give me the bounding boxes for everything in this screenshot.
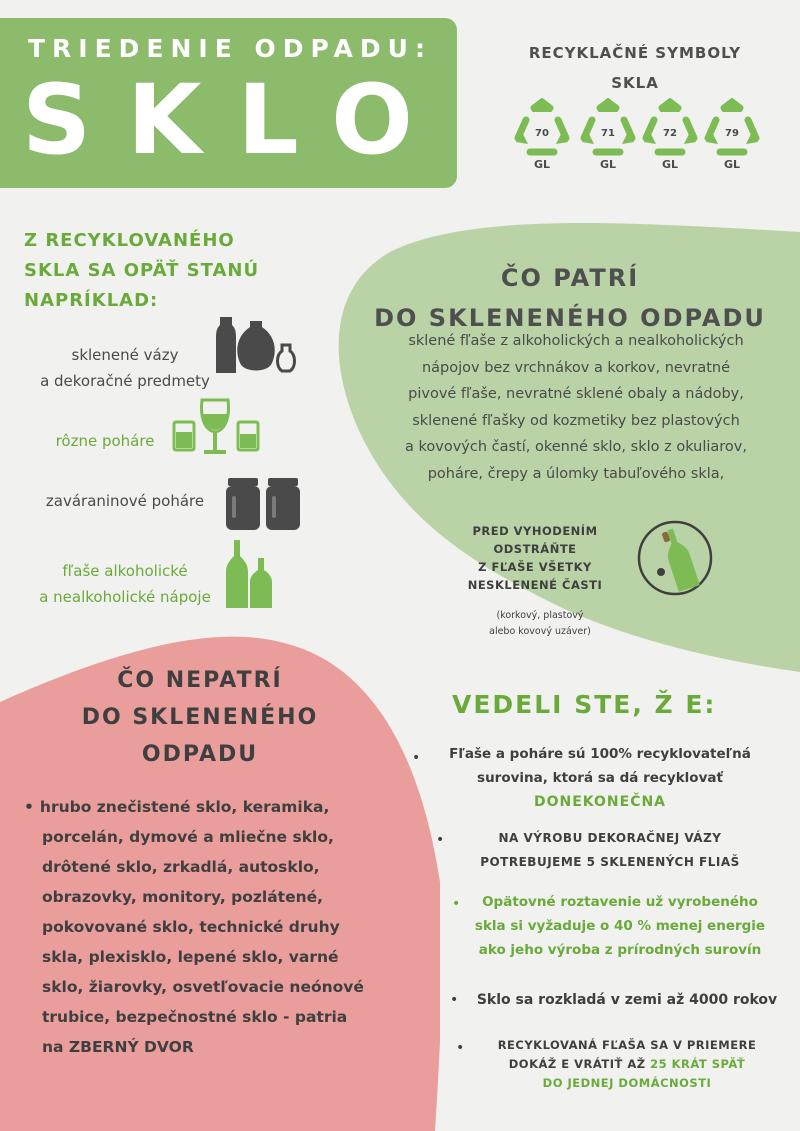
recycling-symbols-title-line1: RECYKLAČNÉ SYMBOLY bbox=[528, 44, 742, 62]
belongs-line: a kovových častí, okenné sklo, sklo z okuliarov, bbox=[405, 439, 747, 455]
belongs-heading-line2: DO SKLENENÉHO ODPADU bbox=[374, 304, 766, 332]
belongs-description bbox=[366, 328, 786, 487]
fact-highlight: DONEKONEČNA bbox=[533, 794, 667, 810]
symbol-number: 71 bbox=[601, 128, 615, 139]
symbol-label: GL bbox=[599, 158, 617, 171]
facts-heading: VEDELI STE, Ž E: bbox=[452, 690, 717, 719]
recycling-symbol bbox=[640, 98, 700, 178]
not-belongs-line: porcelán, dymové a mliečne sklo, bbox=[42, 828, 334, 846]
bottles-icon bbox=[224, 538, 274, 610]
symbol-label: GL bbox=[533, 158, 551, 171]
belongs-line: pivové fľaše, nevratné sklené obaly a nádoby, bbox=[408, 386, 744, 402]
fact-highlight: DO JEDNEJ DOMÁCNOSTI bbox=[542, 1076, 712, 1090]
not-belongs-line bbox=[24, 792, 404, 822]
fact-line: surovina, ktorá sa dá recyklovať bbox=[477, 770, 723, 786]
not-belongs-line: skla, plexisklo, lepené sklo, varné bbox=[42, 948, 339, 966]
bullet-icon: • bbox=[412, 750, 421, 766]
fact-line: skla si vyžaduje o 40 % menej energie bbox=[474, 918, 766, 934]
recycling-symbol bbox=[578, 98, 638, 178]
not-belongs-heading bbox=[30, 662, 370, 773]
bullet-icon: • bbox=[436, 832, 445, 848]
subnote-line: (korkový, plastový bbox=[496, 610, 584, 621]
example-bottles-line1: fľaše alkoholické bbox=[62, 562, 188, 580]
bullet-icon: • bbox=[450, 992, 459, 1008]
examples-heading-line1: Z RECYKLOVANÉHO bbox=[24, 230, 235, 251]
not-belongs-line: na ZBERNÝ DVOR bbox=[42, 1038, 194, 1056]
belongs-line: sklenené fľašky od kozmetiky bez plastových bbox=[412, 412, 740, 429]
example-bottles-label bbox=[20, 558, 230, 610]
not-belongs-line: sklo, žiarovky, osvetľovacie neónové bbox=[42, 978, 364, 996]
not-belongs-heading-line2: DO SKLENENÉHO bbox=[81, 705, 319, 730]
belongs-heading-line1: ČO PATRÍ bbox=[500, 264, 640, 292]
bullet-icon: • bbox=[24, 798, 34, 816]
symbol-number: 70 bbox=[535, 128, 549, 139]
symbol-number: 79 bbox=[725, 128, 739, 139]
not-belongs-line: obrazovky, monitory, pozlátené, bbox=[42, 888, 324, 906]
recycling-symbol bbox=[702, 98, 762, 178]
recycling-symbols-row bbox=[512, 98, 782, 178]
fact-recyclable bbox=[420, 742, 780, 814]
fact-line: RECYKLOVANÁ FĽAŠA SA V PRIEMERE bbox=[497, 1038, 757, 1052]
recycling-symbol bbox=[512, 98, 572, 178]
title-prefix: TRIEDENIE ODPADU: bbox=[28, 34, 432, 63]
example-bottles-line2: a nealkoholické nápoje bbox=[39, 588, 211, 606]
belongs-line: nápojov bez vrchnákov a korkov, nevratné bbox=[421, 359, 731, 376]
fact-energy bbox=[460, 890, 780, 962]
symbol-label: GL bbox=[723, 158, 741, 171]
page-title: SKLO bbox=[22, 64, 449, 176]
note-line: ODSTRÁŇTE bbox=[493, 542, 577, 556]
belongs-line: sklené fľaše z alkoholických a nealkoholických bbox=[408, 333, 744, 349]
example-vases-line2: a dekoračné predmety bbox=[40, 372, 210, 390]
recycling-symbols-title-line2: SKLA bbox=[611, 74, 659, 92]
example-vases-label bbox=[30, 342, 220, 394]
glasses-icon bbox=[172, 396, 262, 458]
examples-heading-line2: SKLA SA OPÄŤ STANÚ bbox=[24, 260, 260, 281]
fact-line: NA VÝROBU DEKORAČNEJ VÁZY bbox=[498, 831, 722, 845]
belongs-line: poháre, črepy a úlomky tabuľového skla, bbox=[427, 465, 725, 482]
example-glasses-label: rôzne poháre bbox=[55, 432, 155, 450]
fact-decomposition: Sklo sa rozkladá v zemi až 4000 rokov bbox=[476, 992, 778, 1008]
vases-icon bbox=[212, 315, 298, 377]
fact-line: POTREBUJEME 5 SKLENENÝCH FLIAŠ bbox=[480, 855, 740, 869]
not-belongs-heading-line1: ČO NEPATRÍ bbox=[117, 668, 283, 693]
bullet-icon: • bbox=[456, 1040, 465, 1056]
fact-line: ako jeho výroba z prírodných surovín bbox=[478, 942, 762, 958]
example-jars-label: zaváraninové poháre bbox=[45, 492, 205, 510]
belongs-heading bbox=[340, 258, 800, 338]
bottle-without-cap-icon bbox=[637, 520, 713, 596]
fact-text: DOKÁŽ E VRÁTIŤ AŽ bbox=[508, 1057, 646, 1071]
bullet-icon: • bbox=[452, 896, 461, 912]
fact-line: Fľaše a poháre sú 100% recyklovateľná bbox=[449, 746, 751, 762]
recycling-symbols-title bbox=[490, 38, 780, 98]
not-belongs-line: drôtené sklo, zrkadlá, autosklo, bbox=[42, 858, 320, 876]
not-belongs-line: trubice, bezpečnostné sklo - patria bbox=[42, 1008, 348, 1026]
fact-returns bbox=[462, 1036, 792, 1093]
fact-vase bbox=[440, 826, 780, 874]
note-line: PRED VYHODENÍM bbox=[472, 524, 598, 538]
fact-line bbox=[462, 1055, 792, 1074]
note-line: NESKLENENÉ ČASTI bbox=[467, 578, 603, 592]
jars-icon bbox=[224, 476, 306, 532]
remove-parts-note bbox=[440, 522, 630, 594]
not-belongs-description bbox=[24, 792, 404, 1062]
symbol-number: 72 bbox=[663, 128, 677, 139]
fact-highlight: 25 KRÁT SPÄŤ bbox=[650, 1057, 746, 1071]
examples-heading bbox=[24, 226, 259, 316]
example-vases-line1: sklenené vázy bbox=[71, 346, 179, 364]
remove-parts-subnote bbox=[460, 608, 620, 640]
note-line: Z FĽAŠE VŠETKY bbox=[478, 560, 592, 574]
not-belongs-heading-line3: ODPADU bbox=[141, 742, 259, 767]
fact-line: Opätovné roztavenie už vyrobeného bbox=[482, 894, 758, 910]
symbol-label: GL bbox=[661, 158, 679, 171]
subnote-line: alebo kovový uzáver) bbox=[489, 626, 591, 637]
not-belongs-line-text: hrubo znečistené sklo, keramika, bbox=[39, 798, 330, 816]
not-belongs-line: pokovované sklo, technické druhy bbox=[42, 918, 340, 936]
examples-heading-line3: NAPRÍKLAD: bbox=[24, 290, 159, 311]
